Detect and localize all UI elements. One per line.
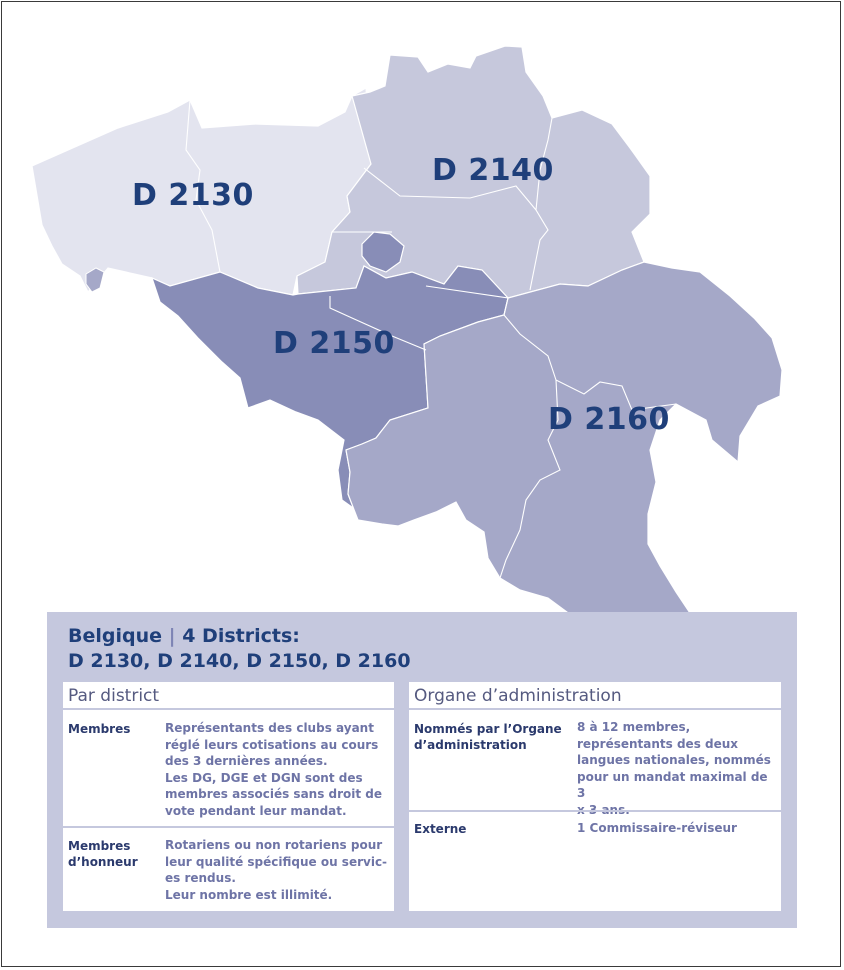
district-2160-label: D 2160 [548, 402, 670, 437]
organe-administration-heading: Organe d’administration [409, 682, 781, 710]
row-text-nommes: 8 à 12 membres, représentants des deux langues nationales, nommés pour un mandat maximal de 3 [577, 720, 771, 800]
par-district-heading: Par district [63, 682, 394, 710]
district-2140-label: D 2140 [432, 153, 554, 188]
info-panel [47, 612, 797, 928]
row-label-nommes: Nommés par l’Organe d’administration [414, 722, 562, 752]
row-text-membres-honneur: Rotariens ou non rotariens pour leur qualité spécifique ou servic- es rendus. Leur nombre est illimité. [165, 838, 388, 902]
title-country: Belgique [68, 625, 163, 647]
row-divider [409, 810, 781, 812]
title-separator: | [168, 625, 176, 647]
row-label-membres-honneur: Membres d’honneur [68, 839, 138, 869]
row-label-membres: Membres [68, 722, 131, 736]
par-district-box [63, 682, 394, 911]
row-text-externe: 1 Commissaire-réviseur [577, 821, 737, 835]
row-divider [63, 826, 394, 828]
organe-administration-box [409, 682, 781, 911]
title-districts-count: 4 Districts: [182, 625, 300, 647]
panel-title [68, 624, 411, 674]
row-text-membres: Représentants des clubs ayant réglé leurs cotisations au cours des 3 dernières années. Les DG, DGE et DGN sont des membres associés sans droit de vote pendant leur mandat. [165, 721, 383, 818]
row-label-externe: Externe [414, 822, 467, 836]
district-2130-label: D 2130 [132, 178, 254, 213]
title-district-list: D 2130, D 2140, D 2150, D 2160 [68, 650, 411, 672]
district-2150-label: D 2150 [273, 326, 395, 361]
